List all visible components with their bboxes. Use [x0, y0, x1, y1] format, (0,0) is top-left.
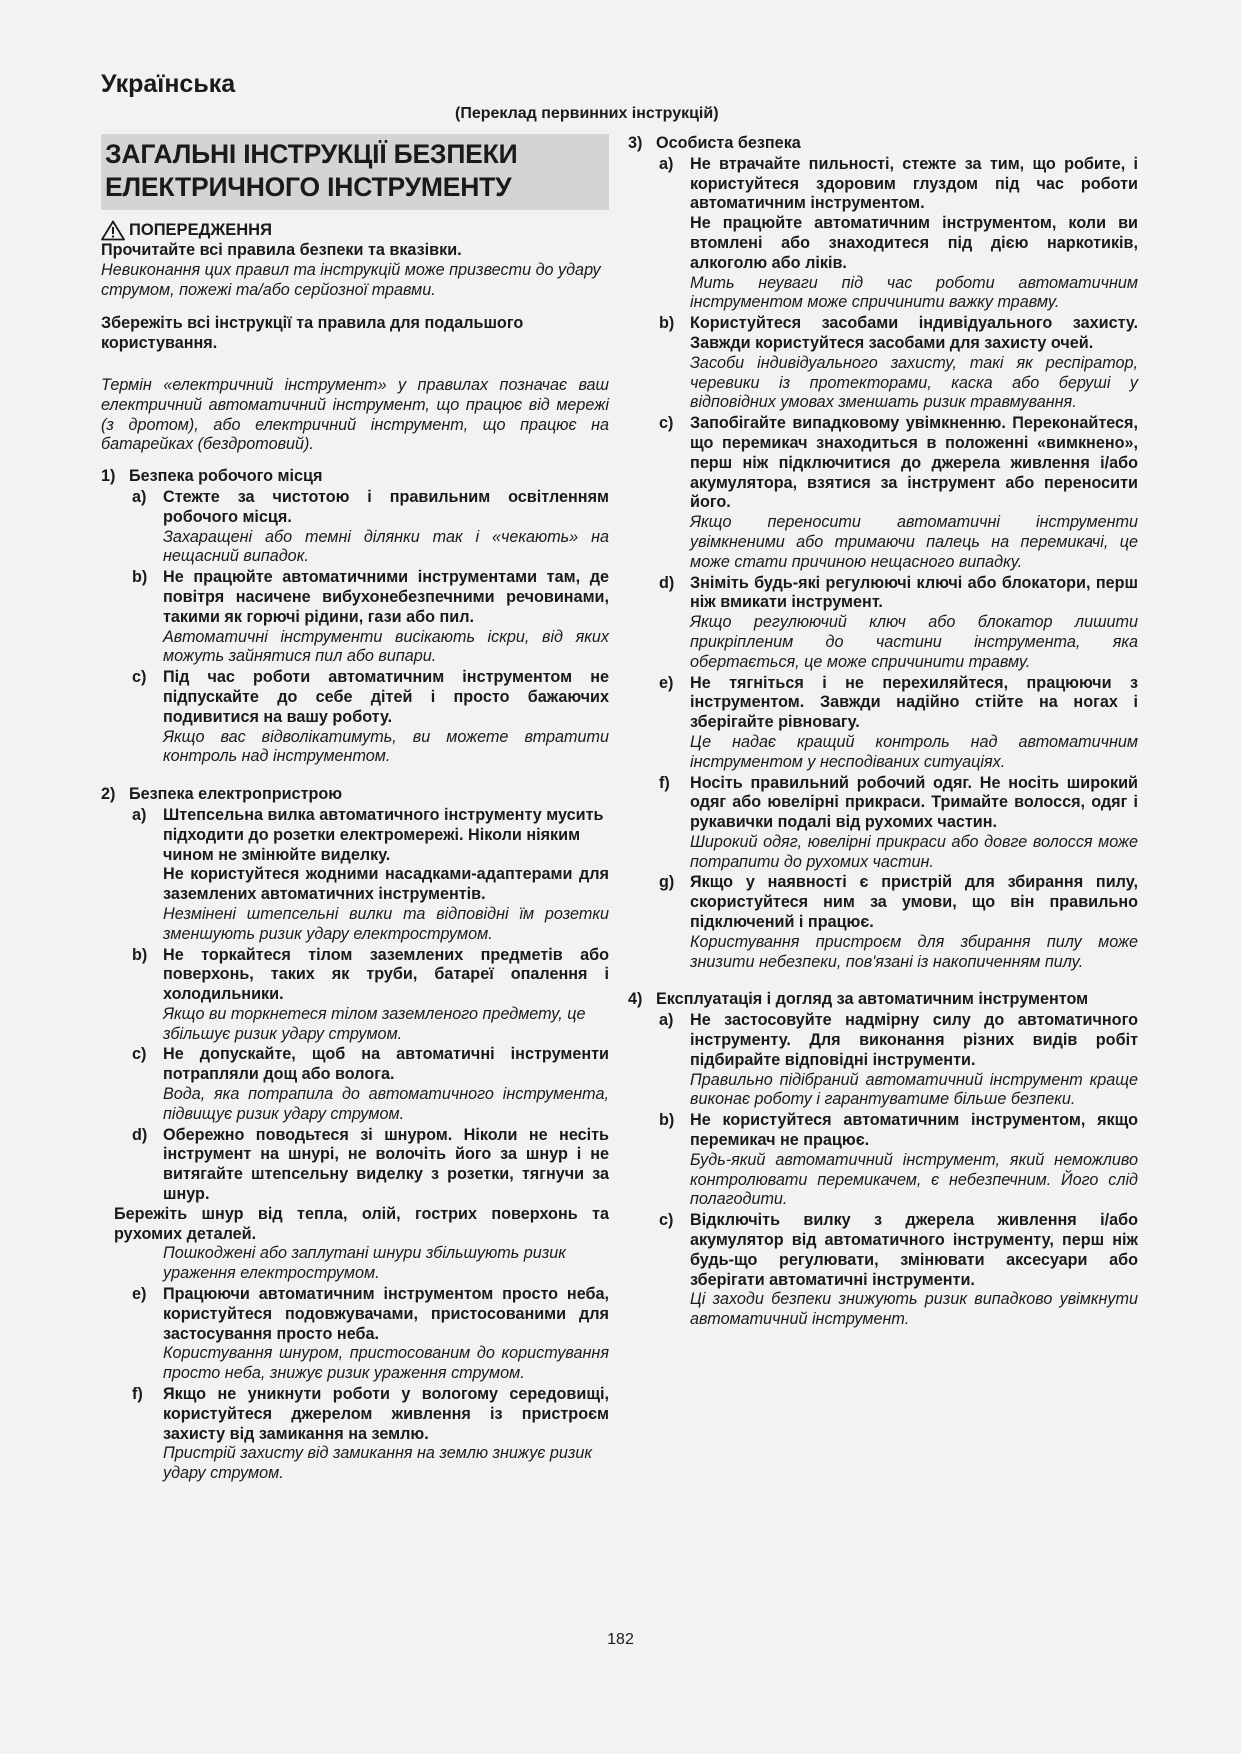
section-4-heading: 4) Експлуатація і догляд за автоматичним інструментом	[628, 990, 1089, 1009]
section-2-heading: 2) Безпека електропристрою	[101, 785, 343, 804]
section-3-items	[628, 155, 1138, 973]
section-4-items	[628, 1011, 1138, 1330]
right-column	[628, 134, 1138, 1330]
warning-header	[101, 220, 609, 241]
list-item: b) Користуйтеся засобами індивідуального захисту. Завжди користуйтеся засобами для захисту очей. Засоби індивідуального захисту, такі як респіратор, черевики із протекторами, каска або беруші у відповідних умовах зменшать ризик травмування.	[659, 314, 1138, 412]
section-2-items: a) Штепсельна вилка автоматичного інструменту мусить підходити до розетки електромережі. Ніколи ніяким чином не змінюйте виделку. Не користуйтеся жодними насадками-адаптерами для заземлених автоматичних інструментів. Незмінені штепсельні вилки та відповідні їм розетки зменшують ризик удару електрострумом. b) Не торкайтеся тілом заземлених предметів або поверхонь, таких як труби, батареї опалення і холодильники. Якщо ви торкнетеся тілом заземленого предмету, це збільшує ризик удару струмом. c) Не допускайте, щоб на автоматичні інструменти потрапляли дощ або волога. Вода, яка потрапила до автоматичного інструмента, підвищує ризик удару струмом. d) Обережно поводьтеся зі шнуром. Ніколи не несіть інструмент на шнурі, не волочіть його за шнур і не витягайте штепсельну виделку з розетки, тягнучи за шнур. Бережіть шнур від тепла, олій, гострих поверхонь та рухомих деталей. Пошкоджені або заплутані шнури збільшують ризик ураження електрострумом. e) Працюючи автоматичним інструментом просто неба, користуйтеся подовжувачами, пристосованими для застосування просто неба. Користування шнуром, пристосованим до користування просто неба, знижує ризик ураження струмом. f) Якщо не уникнути роботи у вологому середовищі, користуйтеся джерелом живлення із пристроєм захисту від замикання на землю. Пристрій захисту від замикання на землю знижує ризик удару струмом.	[114, 805, 609, 1483]
list-item: d) Обережно поводьтеся зі шнуром. Ніколи не несіть інструмент на шнурі, не волочіть його за шнур і не витягайте штепсельну виделку з розетки, тягнучи за шнур.	[132, 1125, 609, 1204]
list-item: d) Зніміть будь-які регулюючі ключі або блокатори, перш ніж вмикати інструмент. Якщо регулюючий ключ або блокатор лишити прикріпленим до частини інструмента, яка обертається, це може спричинити травму.	[659, 573, 1138, 671]
section-heading: ЗАГАЛЬНІ ІНСТРУКЦІЇ БЕЗПЕКИ ЕЛЕКТРИЧНОГО ІНСТРУМЕНТУ	[101, 134, 609, 210]
list-item: a) Не втрачайте пильності, стежте за тим, що робите, і користуйтеся здоровим глуздом під час роботи автоматичним інструментом. Не працюйте автоматичним інструментом, коли ви втомлені або знаходитеся під дією наркотиків, алкоголю або ліків. Мить неуваги під час роботи автоматичним інструментом може спричинити важку травму.	[659, 154, 1138, 312]
list-item: c) Не допускайте, щоб на автоматичні інструменти потрапляли дощ або волога. Вода, яка потрапила до автоматичного інструмента, підвищує ризик удару струмом.	[132, 1045, 609, 1123]
list-item: a) Не застосовуйте надмірну силу до автоматичного інструменту. Для виконання різних видів робіт підбирайте відповідні інструменти. Правильно підібраний автоматичний інструмент краще виконає роботу і гарантуватиме більше безпеки.	[659, 1011, 1138, 1109]
term-note: Термін «електричний інструмент» у правилах позначає ваш електричний автоматичний інструмент, що працює від мережі (з дротом), або електричний інструмент, що працює на батарейках (бездротовий).	[101, 375, 609, 454]
warning-label: ПОПЕРЕДЖЕННЯ	[129, 220, 272, 239]
list-item-continuation: Бережіть шнур від тепла, олій, гострих поверхонь та рухомих деталей.	[114, 1204, 609, 1243]
list-item: b) Не працюйте автоматичними інструментами там, де повітря насичене вибухонебезпечними речовинами, такими як горючі рідини, гази або пил. Автоматичні інструменти висікають іскри, від яких можуть зайнятися пил або випари.	[132, 568, 609, 666]
section-1-heading: 1) Безпека робочого місця	[101, 467, 323, 486]
list-item: c) Запобігайте випадковому увімкненню. Переконайтеся, що перемикач знаходиться в положенні «вимкнено», перш ніж підключитися до джерела живлення і/або акумулятора, взятися за інструмент або переносити його. Якщо переносити автоматичні інструменти увімкненими або тримаючи палець на перемикачі, це може стати причиною нещасного випадку.	[659, 414, 1138, 571]
list-item: a) Штепсельна вилка автоматичного інструменту мусить підходити до розетки електромережі. Ніколи ніяким чином не змінюйте виделку. Не користуйтеся жодними насадками-адаптерами для заземлених автоматичних інструментів. Незмінені штепсельні вилки та відповідні їм розетки зменшують ризик удару електрострумом.	[132, 805, 609, 943]
read-all-note: Невиконання цих правил та інструкцій може призвести до удару струмом, пожежі та/або серйозної травми.	[101, 260, 601, 299]
list-item: f) Якщо не уникнути роботи у вологому середовищі, користуйтеся джерелом живлення із пристроєм захисту від замикання на землю. Пристрій захисту від замикання на землю знижує ризик удару струмом.	[132, 1385, 609, 1483]
warning-triangle-icon	[101, 220, 125, 241]
list-item: c) Відключіть вилку з джерела живлення і/або акумулятор від автоматичного інструменту, перш ніж будь-що регулювати, змінювати аксесуари або зберігати автоматичні інструменти. Ці заходи безпеки знижують ризик випадково увімкнути автоматичний інструмент.	[659, 1211, 1138, 1329]
list-item: c) Під час роботи автоматичним інструментом не підпускайте до себе дітей і просто бажаючих подивитися на вашу роботу. Якщо вас відволікатимуть, ви можете втратити контроль над інструментом.	[132, 668, 609, 766]
translation-subtitle: (Переклад первинних інструкцій)	[455, 105, 719, 122]
list-item: b) Не торкайтеся тілом заземлених предметів або поверхонь, таких як труби, батареї опалення і холодильники. Якщо ви торкнетеся тілом заземленого предмету, це збільшує ризик удару струмом.	[132, 945, 609, 1043]
list-item: e) Не тягніться і не перехиляйтеся, працюючи з інструментом. Завжди надійно стійте на ногах і зберігайте рівновагу. Це надає кращий контроль над автоматичним інструментом у несподіваних ситуаціях.	[659, 673, 1138, 771]
list-item: a) Стежте за чистотою і правильним освітленням робочого місця. Захаращені або темні ділянки так і «чекають» на нещасний випадок.	[132, 487, 609, 566]
list-item: g) Якщо у наявності є пристрій для збирання пилу, скористуйтеся ним за умови, що він правильно підключений і працює. Користування пристроєм для збирання пилу може знизити небезпеки, пов'язані із накопиченням пилу.	[659, 873, 1138, 971]
read-all-rules: Прочитайте всі правила безпеки та вказівки.	[101, 241, 462, 259]
section-3-heading: 3) Особиста безпека	[628, 134, 801, 152]
left-column	[101, 134, 609, 1484]
list-item: e) Працюючи автоматичним інструментом просто неба, користуйтеся подовжувачами, пристосованими для застосування просто неба. Користування шнуром, пристосованим до користування просто неба, знижує ризик ураження струмом.	[132, 1285, 609, 1383]
language-title: Українська	[101, 70, 236, 98]
page-number: 182	[607, 1631, 634, 1648]
list-item: f) Носіть правильний робочий одяг. Не носіть широкий одяг або ювелірні прикраси. Тримайте волосся, одяг і рукавички подалі від рухомих частин. Широкий одяг, ювелірні прикраси або довге волосся може потрапити до рухомих частин.	[659, 773, 1138, 871]
save-instructions: Збережіть всі інструкції та правила для подальшого користування.	[101, 314, 524, 353]
section-1-items	[101, 488, 609, 767]
list-item: b) Не користуйтеся автоматичним інструментом, якщо перемикач не працює. Будь-який автоматичний інструмент, який неможливо контролювати перемикачем, є небезпечним. Його слід полагодити.	[659, 1111, 1138, 1209]
